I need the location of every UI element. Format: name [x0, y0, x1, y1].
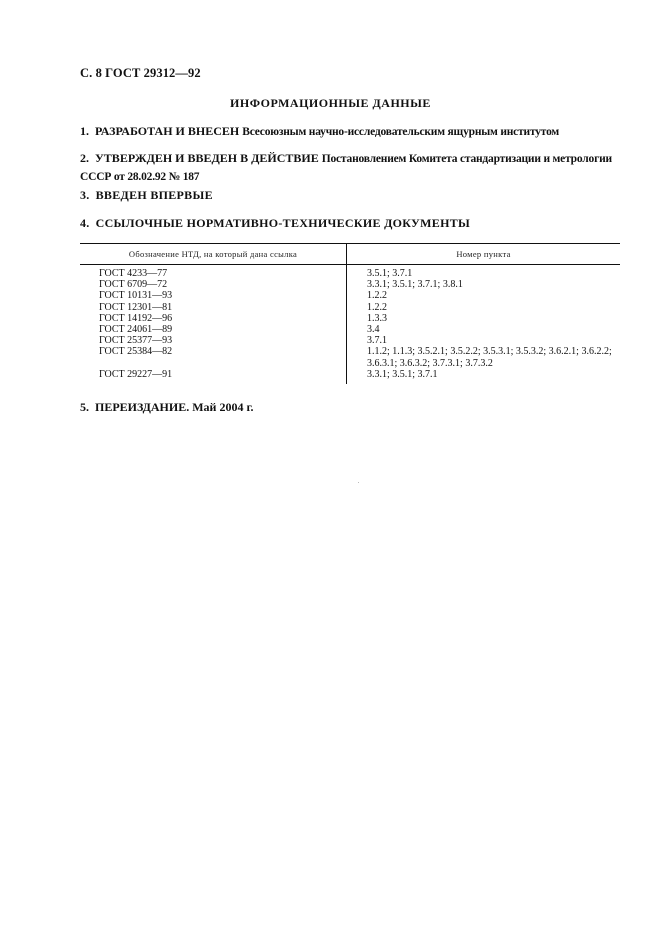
item-lead: ПЕРЕИЗДАНИЕ. Май 2004 г. [95, 400, 254, 414]
column-header-document: Обозначение НТД, на который дана ссылка [80, 244, 347, 264]
item-number: 5. [80, 400, 89, 414]
table-cell-doc: ГОСТ 6709—72 [99, 279, 168, 291]
references-table [80, 243, 620, 384]
table-header [80, 244, 620, 265]
table-cell-points: 3.7.1 [367, 335, 387, 347]
table-cell-doc: ГОСТ 4233—77 [99, 268, 168, 279]
item-lead: УТВЕРЖДЕН И ВВЕДЕН В ДЕЙСТВИЕ [95, 151, 319, 165]
table-cell-points: 1.2.2 [367, 290, 387, 302]
item-lead: РАЗРАБОТАН И ВНЕСЕН [95, 124, 240, 138]
table-cell-doc: ГОСТ 14192—96 [99, 312, 173, 324]
info-item-2 [80, 150, 620, 186]
item-text: Всесоюзным научно-исследовательским ящурным институтом [242, 126, 560, 138]
table-cell-doc: ГОСТ 12301—81 [99, 301, 173, 313]
item-number: 3. [80, 188, 90, 202]
table-cell-doc: ГОСТ 10131—93 [99, 290, 173, 302]
table-body [80, 265, 620, 384]
page-header: С. 8 ГОСТ 29312—92 [80, 66, 201, 80]
item-number: 1. [80, 124, 89, 138]
table-cell-doc: ГОСТ 24061—89 [99, 323, 173, 335]
item-number: 2. [80, 151, 89, 165]
table-cell-doc: ГОСТ 29227—91 [99, 368, 173, 380]
table-cell-points: 3.4 [367, 323, 380, 335]
table-cell-points: 3.3.1; 3.5.1; 3.7.1; 3.8.1 [367, 279, 463, 291]
column-points [347, 265, 627, 384]
scan-speck [358, 482, 359, 483]
section-title: ИНФОРМАЦИОННЫЕ ДАННЫЕ [230, 96, 431, 110]
column-documents [80, 265, 347, 384]
info-item-3 [80, 187, 620, 204]
info-item-1 [80, 123, 620, 141]
table-cell-points: 1.2.2 [367, 301, 387, 313]
item-text: Постановлением Комитета стандартизации и метрологии СССР от 28.02.92 № 187 [80, 153, 612, 183]
item-lead: ВВЕДЕН ВПЕРВЫЕ [95, 188, 213, 202]
table-cell-points: 1.3.3 [367, 312, 387, 324]
column-header-points: Номер пункта [456, 249, 511, 259]
info-item-5 [80, 399, 620, 416]
table-cell-points: 3.3.1; 3.5.1; 3.7.1 [367, 368, 438, 380]
info-item-4 [80, 215, 620, 232]
table-cell-doc: ГОСТ 25384—82 [99, 346, 173, 358]
item-lead: ССЫЛОЧНЫЕ НОРМАТИВНО-ТЕХНИЧЕСКИЕ ДОКУМЕНТЫ [95, 216, 471, 230]
table-cell-doc: ГОСТ 25377—93 [99, 335, 173, 347]
item-number: 4. [80, 216, 90, 230]
table-cell-points: 3.5.1; 3.7.1 [367, 268, 413, 279]
table-cell-points: 1.1.2; 1.1.3; 3.5.2.1; 3.5.2.2; 3.5.3.1; 3.5.3.2; 3.6.2.1; 3.6.2.2; 3.6.3.1; 3.6.3.2; 3.7.3.1; 3.7.3.2 [367, 346, 612, 369]
